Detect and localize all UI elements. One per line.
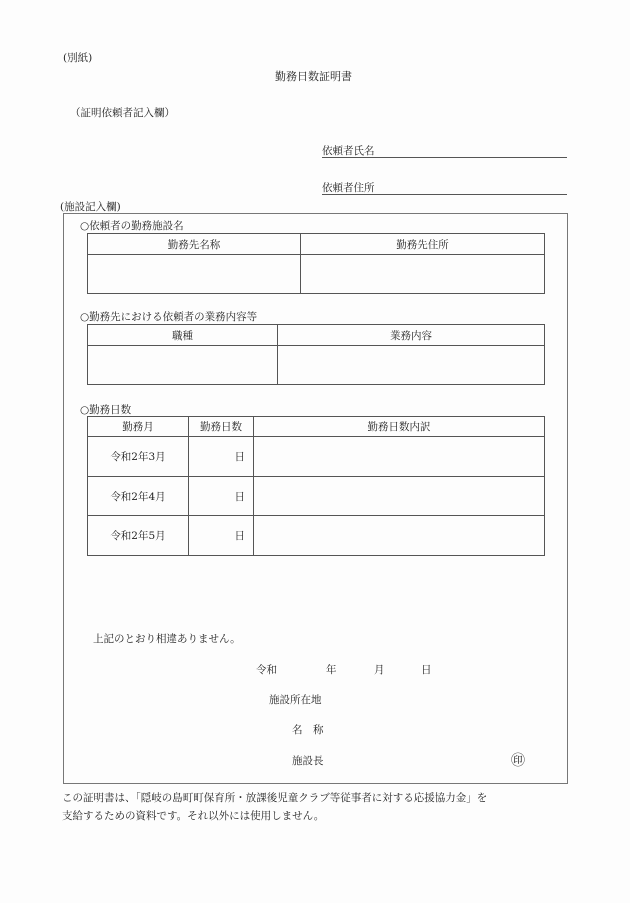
workdays-table xyxy=(87,416,545,556)
col-job-type: 職種 xyxy=(88,325,278,346)
workplace-name-cell[interactable] xyxy=(88,255,301,294)
requester-address-label: 依頼者住所 xyxy=(322,182,375,194)
col-workplace-address: 勤務先住所 xyxy=(301,234,545,255)
work-breakdown-cell[interactable] xyxy=(254,516,545,556)
date-year-label: 年 xyxy=(326,664,337,676)
table-row xyxy=(88,477,545,516)
document-title: 勤務日数証明書 xyxy=(275,70,352,83)
work-month-cell: 令和2年4月 xyxy=(88,477,189,516)
workplace-heading: ○依頼者の勤務施設名 xyxy=(80,220,184,232)
workplace-table xyxy=(87,233,545,294)
facility-name-label: 名 称 xyxy=(292,724,324,736)
requester-name-label: 依頼者氏名 xyxy=(322,145,375,157)
date-day-label: 日 xyxy=(421,664,432,676)
date-era: 令和 xyxy=(256,664,277,676)
workdays-heading: ○勤務日数 xyxy=(80,404,132,416)
work-breakdown-cell[interactable] xyxy=(254,437,545,477)
facility-address-label: 施設所在地 xyxy=(269,694,322,706)
requester-name-underline xyxy=(322,157,567,158)
work-month-cell: 令和2年3月 xyxy=(88,437,189,477)
footnote-line-2: 支給するための資料です。それ以外には使用しません。 xyxy=(62,810,325,822)
work-breakdown-cell[interactable] xyxy=(254,477,545,516)
work-days-cell[interactable]: 日 xyxy=(189,477,254,516)
facility-section-label: (施設記入欄) xyxy=(60,201,121,213)
col-workplace-name: 勤務先名称 xyxy=(88,234,301,255)
duties-heading: ○勤務先における依頼者の業務内容等 xyxy=(80,311,258,323)
table-row xyxy=(88,437,545,477)
attachment-label: (別紙) xyxy=(63,52,93,64)
duties-table xyxy=(87,324,545,385)
facility-director-label: 施設長 xyxy=(292,755,324,767)
work-month-cell: 令和2年5月 xyxy=(88,516,189,556)
col-work-breakdown: 勤務日数内訳 xyxy=(254,417,545,437)
col-work-month: 勤務月 xyxy=(88,417,189,437)
job-content-cell[interactable] xyxy=(278,346,545,385)
work-days-cell[interactable]: 日 xyxy=(189,437,254,477)
seal-icon: ㊞ xyxy=(511,753,525,769)
requester-section-label: （証明依頼者記入欄） xyxy=(70,107,175,119)
job-type-cell[interactable] xyxy=(88,346,278,385)
footnote-line-1: この証明書は、「隠岐の島町町保育所・放課後児童クラブ等従事者に対する応援協力金」を xyxy=(62,792,488,804)
col-job-content: 業務内容 xyxy=(278,325,545,346)
workplace-address-cell[interactable] xyxy=(301,255,545,294)
table-row xyxy=(88,516,545,556)
certification-statement: 上記のとおり相違ありません。 xyxy=(93,633,241,645)
work-days-cell[interactable]: 日 xyxy=(189,516,254,556)
col-work-days: 勤務日数 xyxy=(189,417,254,437)
date-month-label: 月 xyxy=(374,664,385,676)
requester-address-underline xyxy=(322,194,567,195)
